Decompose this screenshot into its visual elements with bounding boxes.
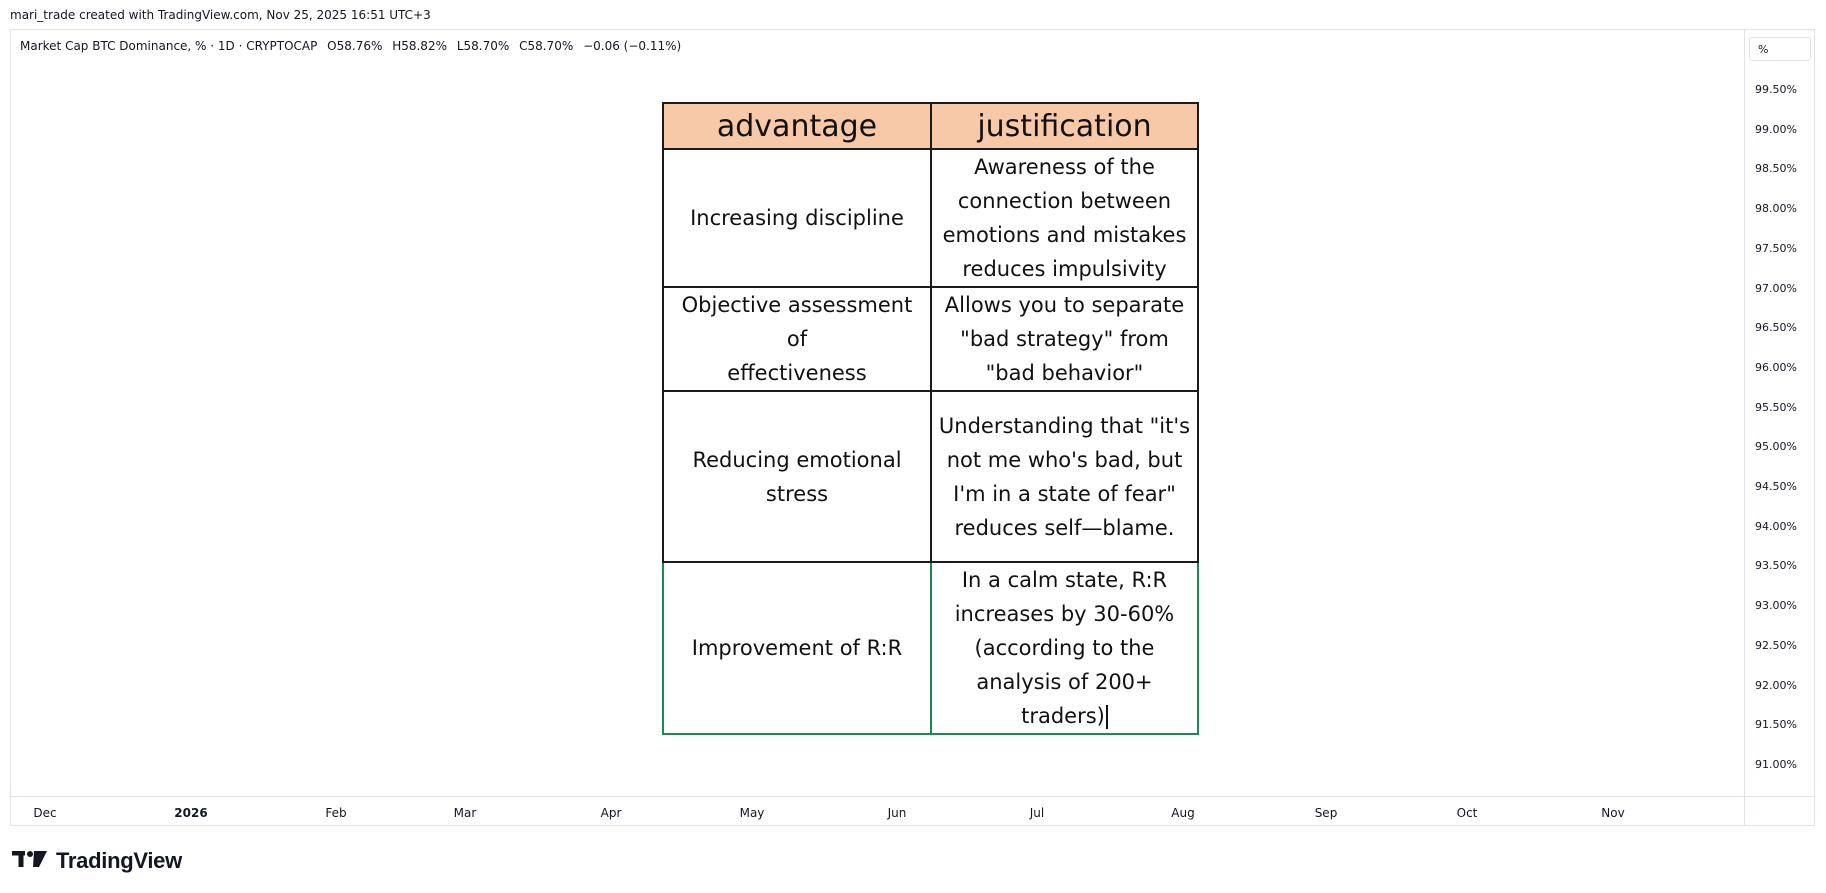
justification-line: analysis of 200+ traders): [976, 670, 1153, 728]
tradingview-brand[interactable]: [12, 848, 182, 874]
price-tick-label: 92.50%: [1755, 638, 1797, 652]
justification-line: emotions and mistakes: [942, 223, 1187, 247]
advantage-line: Improvement of R:R: [691, 636, 903, 660]
time-tick-label: Nov: [1601, 806, 1625, 820]
price-tick-label: 99.50%: [1755, 83, 1797, 96]
justification-line: "bad strategy" from: [960, 327, 1169, 351]
justification-line: Allows you to separate: [944, 293, 1185, 317]
legend-high: H58.82%: [392, 39, 447, 53]
time-tick-label: Feb: [325, 806, 347, 820]
price-tick-label: 97.00%: [1755, 281, 1797, 295]
justification-cell[interactable]: [931, 562, 1198, 734]
tradingview-wordmark: TradingView: [56, 848, 182, 873]
justification-cell[interactable]: [931, 287, 1198, 391]
time-tick-label: Apr: [600, 806, 622, 820]
time-tick-label: Aug: [1171, 806, 1195, 820]
table-header-row: [663, 103, 1198, 149]
legend-symbol[interactable]: Market Cap BTC Dominance, % · 1D · CRYPTOCAP: [20, 39, 318, 53]
axis-corner: [1744, 796, 1815, 826]
time-tick-label: Dec: [33, 806, 57, 820]
time-tick-label: Sep: [1314, 806, 1338, 820]
header-advantage: advantage: [663, 103, 931, 149]
time-tick-label: 2026: [174, 806, 208, 820]
price-axis[interactable]: [1744, 30, 1815, 796]
time-tick-label: Mar: [453, 806, 477, 820]
price-tick-label: 91.00%: [1755, 757, 1797, 771]
justification-line: increases by 30-60%: [954, 602, 1175, 626]
price-tick-label: 91.50%: [1755, 718, 1797, 732]
chart-credit: mari_trade created with TradingView.com, Nov 25, 2025 16:51 UTC+3: [10, 8, 431, 22]
advantage-cell[interactable]: [663, 287, 931, 391]
price-unit-button[interactable]: %: [1749, 37, 1811, 61]
justification-line: In a calm state, R:R: [961, 568, 1168, 592]
legend-open: O58.76%: [327, 39, 383, 53]
advantage-cell[interactable]: [663, 149, 931, 287]
time-tick-label: Oct: [1456, 806, 1478, 820]
justification-line: reduces self—blame.: [954, 515, 1175, 540]
price-tick-label: 96.50%: [1755, 321, 1797, 335]
table-row[interactable]: [663, 287, 1198, 391]
time-tick-label: May: [739, 806, 765, 820]
justification-line: Awareness of the: [974, 155, 1155, 179]
justification-line: connection between: [957, 189, 1172, 213]
price-tick-label: 96.00%: [1755, 360, 1797, 374]
symbol-legend[interactable]: [20, 39, 687, 53]
advantage-line: stress: [765, 481, 829, 506]
price-tick-label: 93.50%: [1755, 559, 1797, 573]
legend-change: −0.06 (−0.11%): [583, 39, 682, 53]
price-tick-label: 98.00%: [1755, 202, 1797, 216]
time-tick-label: Jun: [887, 806, 907, 820]
justification-line: "bad behavior": [985, 361, 1144, 385]
price-tick-label: 95.00%: [1755, 440, 1797, 454]
justification-cell[interactable]: [931, 391, 1198, 562]
price-tick-label: 98.50%: [1755, 162, 1797, 176]
price-tick-label: 94.50%: [1755, 480, 1797, 493]
time-axis[interactable]: [11, 796, 1744, 826]
header-justification: justification: [931, 103, 1198, 149]
advantage-line: effectiveness: [727, 361, 867, 385]
price-tick-label: 99.00%: [1755, 122, 1797, 136]
price-tick-label: 93.00%: [1755, 599, 1797, 613]
advantage-line: Reducing emotional: [692, 447, 902, 472]
text-caret: [1106, 705, 1108, 729]
table-row[interactable]: [663, 562, 1198, 734]
table-body: [663, 149, 1198, 734]
justification-line: reduces impulsivity: [962, 257, 1167, 281]
price-tick-label: 94.00%: [1755, 519, 1797, 533]
justification-line: Understanding that "it's: [938, 413, 1191, 438]
advantage-table[interactable]: [662, 102, 1199, 735]
advantage-cell[interactable]: [663, 391, 931, 562]
table-row[interactable]: [663, 149, 1198, 287]
price-tick-label: 95.50%: [1755, 400, 1797, 414]
price-tick-label: 97.50%: [1755, 241, 1797, 255]
advantage-line: Increasing discipline: [690, 206, 904, 230]
justification-line: (according to the: [974, 636, 1155, 660]
advantage-line: Objective assessment of: [681, 293, 913, 351]
advantage-cell[interactable]: [663, 562, 931, 734]
table-row[interactable]: [663, 391, 1198, 562]
price-tick-label: 92.00%: [1755, 678, 1797, 692]
legend-low: L58.70%: [456, 39, 510, 53]
legend-close: C58.70%: [519, 39, 574, 53]
justification-line: not me who's bad, but: [946, 447, 1183, 472]
justification-cell[interactable]: [931, 149, 1198, 287]
justification-line: I'm in a state of fear": [953, 481, 1176, 506]
tradingview-logo-icon: [12, 850, 48, 872]
time-tick-label: Jul: [1029, 806, 1045, 820]
